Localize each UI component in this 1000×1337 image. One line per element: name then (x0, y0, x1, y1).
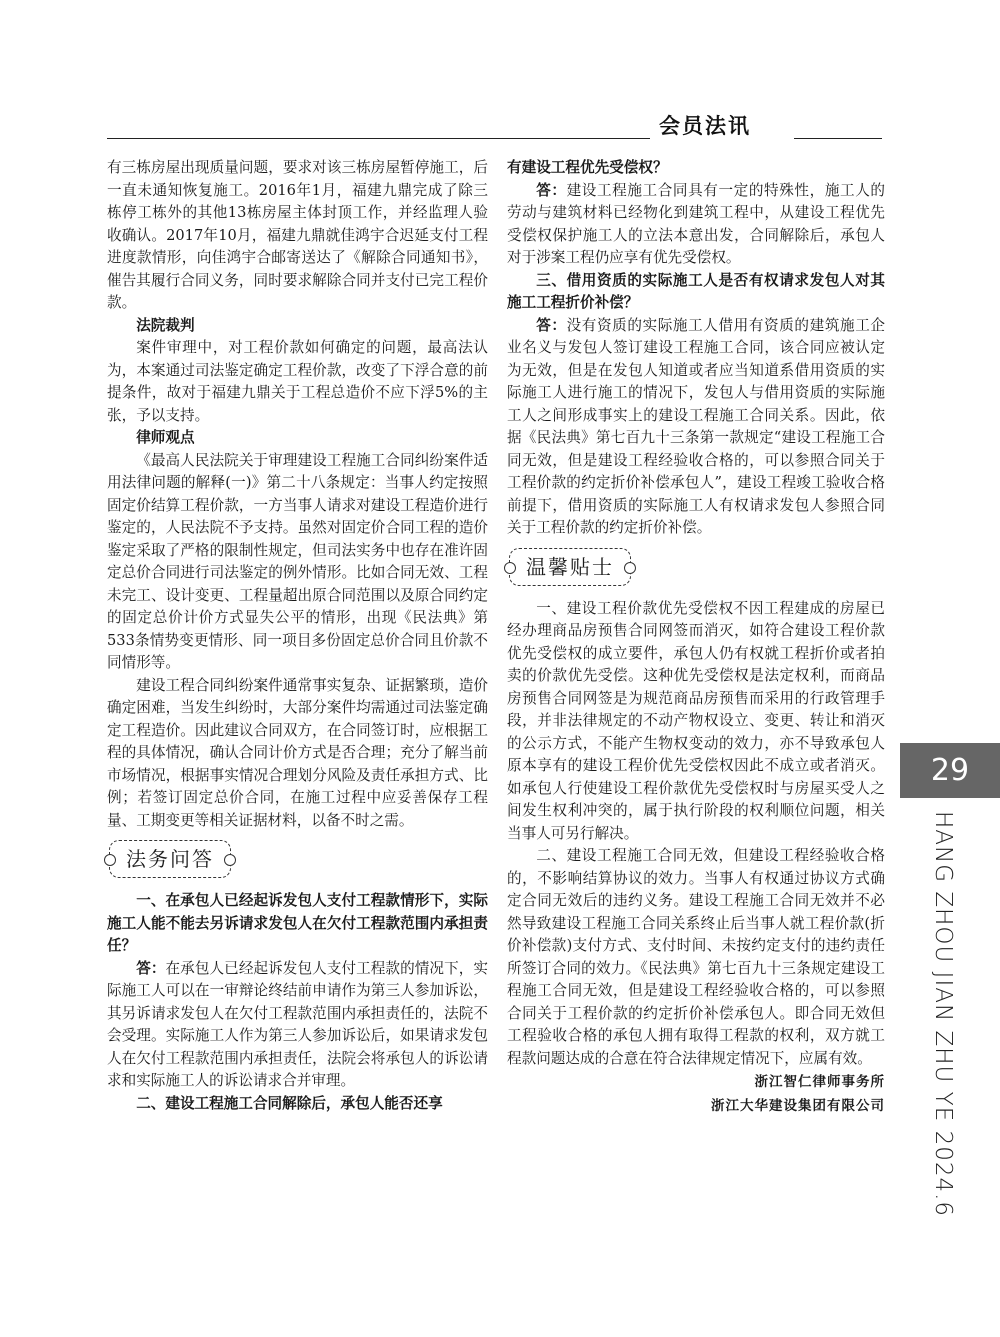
section-title: 会员法讯 (659, 114, 751, 138)
header-rule-right (794, 138, 882, 139)
heading-court-ruling: 法院裁判 (136, 316, 195, 334)
left-column (107, 157, 488, 1115)
question-2-end: 有建设工程优先受偿权？ (507, 159, 668, 176)
answer-label: 答： (136, 959, 166, 977)
question-1: 一、在承包人已经起诉发包人支付工程款情形下，实际施工人能不能去另诉请求发包人在欠付工程款范围内承担责任？ (107, 892, 488, 954)
signature-company: 浙江大华建设集团有限公司 (711, 1098, 885, 1114)
question-3: 三、借用资质的实际施工人是否有权请求发包人对其施工工程折价补偿？ (507, 271, 885, 311)
signature-law-firm: 浙江智仁律师事务所 (754, 1074, 885, 1090)
lawyer-paragraph-1: 《最高人民法院关于审理建设工程施工合同纠纷案件适用法律问题的解释(一)》第二十八条规定：当事人约定按照固定价结算工程价款，一方当事人请求对建设工程造价进行鉴定的，人民法院不予支持。虽然对固定价合同工程的造价鉴定采取了严格的限制性规定，但司法实务中也存在准许固定总价合同进行司法鉴定的例外情形。比如合同无效、工程未完工、设计变更、工程量超出原合同范围以及原合同约定的固定总价计价方式显失公平的情形，出现《民法典》第533条情势变更情形、同一项目多份固定总价合同且价款不同情形等。 (107, 451, 488, 671)
page-number: 29 (900, 743, 1000, 798)
court-paragraph: 案件审理中，对工程价款如何确定的问题，最高法认为，本案通过司法鉴定确定工程价款，改变了下浮合意的前提条件，故对于福建九鼎关于工程总造价不应下浮5%的主张，予以支持。 (107, 339, 488, 424)
answer-1 (107, 958, 488, 1093)
answer-1-text: 在承包人已经起诉发包人支付工程款的情况下，实际施工人可以在一审辩论终结前申请作为第三人参加诉讼，其另诉请求发包人在欠付工程款范围内承担责任的，法院不会受理。实际施工人作为第三人参加诉讼后，如果请求发包人在欠付工程款范围内承担责任，法院会将承包人的诉讼请求和实际施工人的诉讼请求合并审理。 (107, 959, 488, 1089)
tip-1: 一、建设工程价款优先受偿权不因工程建成的房屋已经办理商品房预售合同网签而消灭，如符合建设工程价款优先受偿权的成立要件，承包人仍有权就工程折价或者拍卖的价款优先受偿。这种优先受偿权是法定权利，而商品房预售合同网签是为规范商品房预售而采用的行政管理手段，并非法律规定的不动产物权设立、变更、转让和消灭的公示方式，不能产生物权变动的效力，亦不导致承包人原本享有的建设工程价优先受偿权因此不成立或者消灭。如承包人行使建设工程价款优先受偿权时与房屋买受人之间发生权利冲突的，属于执行阶段的权利顺位问题，相关当事人可另行解决。 (507, 599, 885, 842)
answer-2-text: 建设工程施工合同具有一定的特殊性，施工人的劳动与建筑材料已经物化到建筑工程中，从建设工程优先受偿权保护施工人的立法本意出发，合同解除后，承包人对于涉案工程仍应享有优先受偿权。 (507, 181, 885, 266)
heading-lawyer-view: 律师观点 (136, 429, 195, 446)
question-2-start: 二、建设工程施工合同解除后，承包人能否还享 (136, 1094, 443, 1112)
legal-qa-box-title-row (107, 832, 488, 890)
lawyer-paragraph-2: 建设工程合同纠纷案件通常事实复杂、证据繁琐，造价确定困难，当发生纠纷时，大部分案件均需通过司法鉴定确定工程造价。因此建议合同双方，在合同签订时，应根据工程的具体情况，确认合同计价方式是否合理；充分了解当前市场情况，根据事实情况合理划分风险及责任承担方式、比例；若签订固定总价合同，在施工过程中应妥善保存工程量、工期变更等相关证据材料，以备不时之需。 (107, 676, 488, 829)
case-paragraph: 有三栋房屋出现质量问题，要求对该三栋房屋暂停施工，后一直未通知恢复施工。2016年1月，福建九鼎完成了除三栋停工栋外的其他13栋房屋主体封顶工作，并经监理人验收确认。2017年10月，福建九鼎就佳鸿宇合迟延支付工程进度款情形，向佳鸿宇合邮寄送达了《解除合同通知书》，催告其履行合同义务，同时要求解除合同并支付已完工程价款。 (107, 159, 488, 311)
header-rule-left (107, 138, 650, 139)
answer-2 (507, 180, 885, 270)
answer-label: 答： (536, 316, 567, 334)
legal-qa-box-title: 法务问答 (109, 840, 231, 878)
answer-label: 答： (536, 181, 567, 199)
tips-box-title-row (507, 540, 885, 598)
answer-3 (507, 315, 885, 540)
journal-name-vertical: HANG ZHOU JIAN ZHU YE 2024.6 (930, 811, 956, 1218)
tip-2: 二、建设工程施工合同无效，但建设工程经验收合格的，不影响结算协议的效力。当事人有权通过协议方式确定合同无效后的违约义务。建设工程施工合同无效并不必然导致建设工程施工合同关系终止后当事人就工程价款(折价补偿款)支付方式、支付时间、未按约定支付的违约责任所签订合同的效力。《民法典》第七百九十三条规定建设工程施工合同无效，但是建设工程经验收合格的，可以参照合同关于工程价款的约定折价补偿承包人。即合同无效但工程验收合格的承包人拥有取得工程款的权利，双方就工程款问题达成的合意在符合法律规定情况下，应属有效。 (507, 847, 885, 1067)
right-column (507, 157, 885, 1118)
answer-3-text: 没有资质的实际施工人借用有资质的建筑施工企业名义与发包人签订建设工程施工合同，该合同应被认定为无效，但是在发包人知道或者应当知道系借用资质的实际施工人进行施工的情况下，发包人与借用资质的实际施工人之间形成事实上的建设工程施工合同关系。因此，依据《民法典》第七百九十三条第一款规定“建设工程施工合同无效，但是建设工程经验收合格的，可以参照合同关于工程价款的约定折价补偿承包人”，建设工程竣工验收合格前提下，借用资质的实际施工人有权请求发包人参照合同关于工程价款的约定折价补偿。 (507, 316, 885, 536)
tips-box-title: 温馨贴士 (509, 548, 631, 586)
